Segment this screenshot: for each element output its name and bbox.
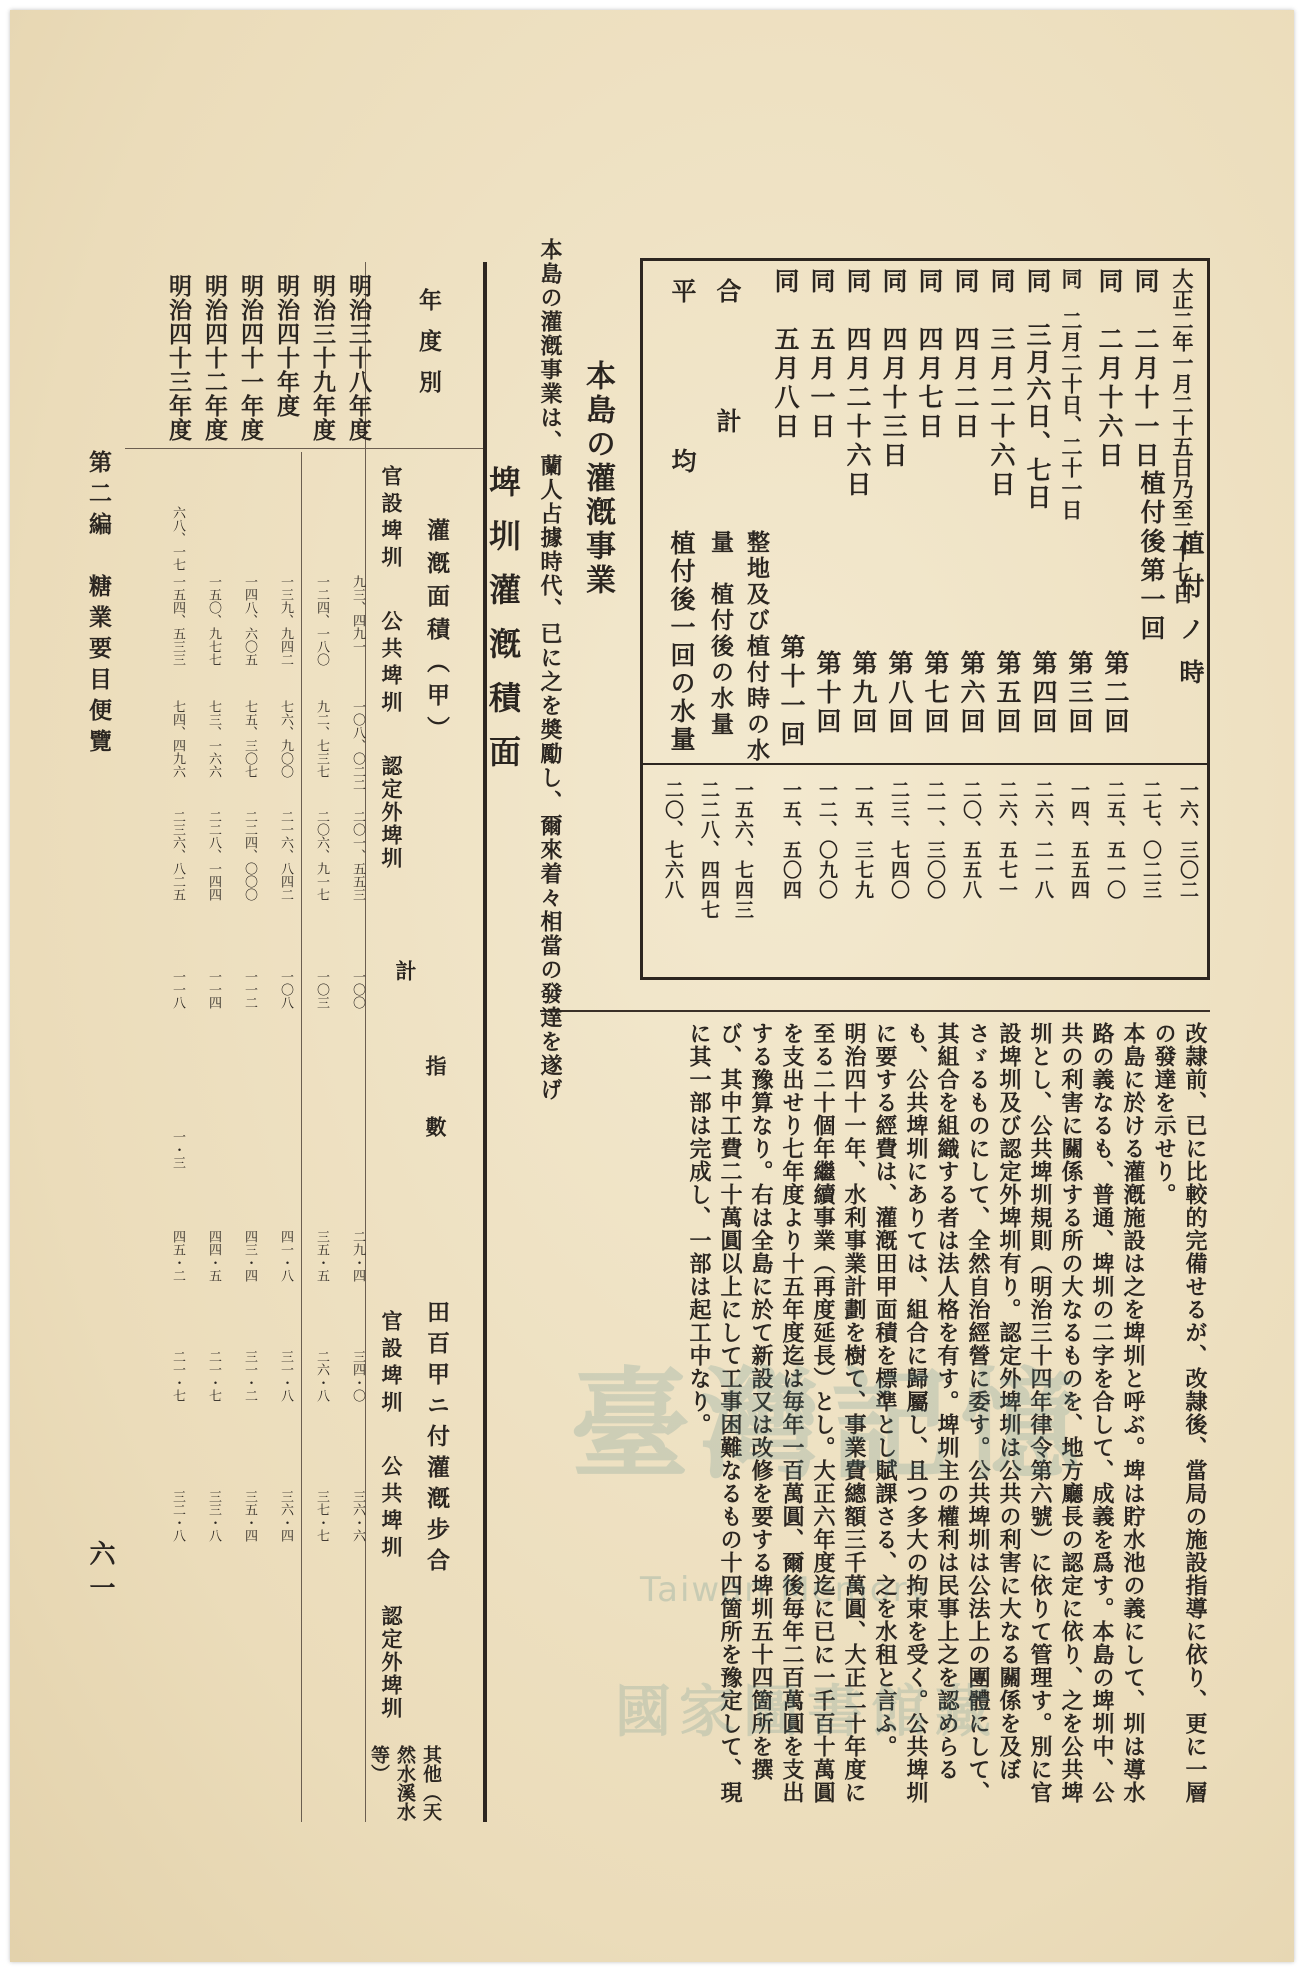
table-value-cell: 一五六、七四三 [732, 780, 754, 920]
table-value-cell: 七六、九〇〇 [278, 700, 293, 778]
table-value-cell: 四三・四 [242, 1230, 257, 1282]
table-value-cell: 九二、七三七 [314, 700, 329, 778]
table-year-cell: 明治四十年度 [273, 274, 300, 418]
table-value-cell: 三六・六 [350, 1490, 365, 1542]
table-round-cell: 第二回 [1101, 650, 1130, 737]
table-round-cell: 第十一回 [777, 634, 806, 750]
col-header: 官設埤圳 [379, 1310, 404, 1418]
paragraph: 明治四十一年、水利事業計劃を樹て、事業費總額三千萬圓、大正二十年度に至る二十個年繼續事業（再度延長）とし。大正六年度迄に已に一千百十萬圓を支出せり七年度より十五年度迄は毎年一百萬圓、爾後毎年二百萬圓を支出する豫算なり。右は全島に於て新設又は改修を要する埤圳五十四箇所を撰び、其中工費二十萬圓以上にして工事困難なるもの十四箇所を豫定して、現に其一部は完成し、一部は起工中なり。 [686, 1022, 867, 1804]
table-year-cell: 明治四十一年度 [237, 274, 264, 442]
table-year-cell: 明治四十二年度 [201, 274, 228, 442]
section-label: 第二編 糖業要目便覽 [85, 450, 112, 760]
table-round-cell: 第三回 [1065, 650, 1094, 737]
paragraph: 改隷前、已に比較的完備せるが、改隷後、當局の施設指導に依り、更に一層の發達を示せり。 [1151, 1022, 1208, 1804]
table-value-cell: 二二四、〇〇〇 [242, 810, 257, 901]
table-value-cell: 二〇一、五五三 [350, 810, 365, 901]
table-value-cell: 三二・八 [170, 1490, 185, 1542]
col-header: 官設埤圳 [379, 465, 404, 573]
table-value-cell: 二一六、八四二 [278, 810, 293, 901]
table-date-cell: 同 四月二十六日 [843, 268, 872, 500]
table-value-cell: 一〇八 [278, 970, 293, 1009]
table-value-cell: 一二、〇九〇 [816, 780, 838, 900]
col-header: 認定外埤圳 [379, 1605, 404, 1720]
table-value-cell: 六八、一七 [170, 506, 185, 571]
table-value-cell: 三五・五 [314, 1230, 329, 1282]
table-year-cell: 明治三十八年度 [345, 274, 372, 442]
table-date-cell: 同 三月六日、七日 [1023, 268, 1052, 511]
table-value-cell: 二一、三〇〇 [924, 780, 946, 900]
table-round-cell: 第四回 [1029, 650, 1058, 737]
col-header: 計 [393, 960, 418, 987]
table-value-cell: 二一・七 [170, 1350, 185, 1402]
table-date-cell: 同 五月八日 [771, 268, 800, 442]
table-value-cell: 一五四、五三三 [170, 575, 185, 666]
section-intro: 本島の灌漑事業は、蘭人占據時代、已に之を奬勵し、爾來着々相當の發達を遂げ [537, 238, 563, 1102]
table-date-cell: 同 四月二日 [951, 268, 980, 442]
watermark-subtitle: Taiwan Memory [640, 1570, 931, 1610]
table-divider [301, 452, 302, 1822]
document-page [10, 10, 1294, 1962]
table-value-cell: 七四、四九六 [170, 700, 185, 778]
table-value-cell: 二二八、一四四 [206, 810, 221, 901]
table-date-cell: 同 三月二十六日 [987, 268, 1016, 500]
table-value-cell: 三五・四 [242, 1490, 257, 1542]
table-round-cell: 植付後第一回 [1137, 470, 1166, 644]
table-value-cell: 七三、一六六 [206, 700, 221, 778]
table-round-cell: 植付ノ時 [1176, 530, 1205, 702]
table-value-cell: 一〇八、〇二二 [350, 700, 365, 791]
table-value-cell: 三四・〇 [350, 1350, 365, 1402]
table-year-cell: 明治四十三年度 [165, 274, 192, 442]
table-value-cell: 二三、七四〇 [888, 780, 910, 900]
table-year-cell: 明治三十九年度 [309, 274, 336, 442]
table-value-cell: 一五〇、九七七 [206, 575, 221, 666]
table-value-cell: 二二八、四四七 [698, 780, 720, 920]
table-value-cell: 二五、五一〇 [1104, 780, 1126, 900]
paragraph: 本島に於ける灌漑施設は之を埤圳と呼ぶ。埤は貯水池の義にして、圳は導水路の義なるも、普通、埤圳の二字を合して、成義を爲す。本島の埤圳中、公共の利害に關係する所の大なるものを、地方廳長の認定に依り、之を公共埤圳とし、公共埤圳規則（明治三十四年律令第六號）に依りて管理す。別に官設埤圳及び認定外埤圳有り。認定外埤圳は公共の利害に大なる關係を及ぼさゞるものにして、全然自治經營に委す。公共埤圳は公法上の團體にして、其組合を組織する者は法人格を有す。埤圳主の權利は民事上之を認めらるも、公共埤圳にありては、組合に歸屬し、且つ多大の拘束を受く。公共埤圳に要する經費は、灌漑田甲面積を標準とし賦課さる、之を水租と言ふ。 [872, 1022, 1146, 1804]
table-date-cell: 同 四月十三日 [879, 268, 908, 471]
table-date-cell: 同 四月七日 [915, 268, 944, 442]
table-round-cell: 第七回 [921, 650, 950, 737]
table-value-cell: 一五、三七九 [852, 780, 874, 900]
table-value-cell: 一一八 [170, 970, 185, 1009]
table-date-cell: 同 二月十一日 [1131, 268, 1160, 471]
col-header: 認定外埤圳 [379, 755, 404, 870]
table-value-cell: 二〇六、九一七 [314, 810, 329, 901]
table-date-cell: 同 二月二十日、二十一日 [1059, 268, 1084, 520]
table-value-cell: 一一四 [206, 970, 221, 1009]
table-value-cell: 二九・四 [350, 1230, 365, 1282]
col-header: 公共埤圳 [379, 610, 404, 718]
table-value-cell: 一〇三 [314, 970, 329, 1009]
table-value-cell: 一・三 [170, 1130, 185, 1169]
table-value-cell: 三一・二 [242, 1350, 257, 1402]
table-value-cell: 二一・七 [206, 1350, 221, 1402]
col-header: 公共埤圳 [379, 1455, 404, 1563]
table-divider [365, 262, 366, 1822]
table-value-cell: 一四、五五四 [1068, 780, 1090, 900]
table-date-cell: 同 五月一日 [807, 268, 836, 442]
table-value-cell: 一三九、九四二 [278, 575, 293, 666]
table-border [483, 262, 487, 1822]
irrigation-area-table [125, 262, 523, 1822]
table-round-cell: 第八回 [885, 650, 914, 737]
table-average-label: 平 均 [668, 278, 697, 533]
table-value-cell: 四四・五 [206, 1230, 221, 1282]
table-value-cell: 一四八、六〇五 [242, 575, 257, 666]
table-date-cell: 大正二年一月二十五日乃至二十七日 [1170, 268, 1195, 604]
table-round-cell: 第十回 [813, 650, 842, 737]
header-ratio: 田百甲ニ付灌漑步合 [423, 1300, 450, 1579]
table-value-cell: 二〇、七六八 [662, 780, 684, 900]
table-value-cell: 四一・八 [278, 1230, 293, 1282]
header-area: 灌漑面積（甲） [423, 518, 450, 749]
table-note-cell: 整地及び植付時の水量 植付後の水量 [707, 530, 770, 764]
table-value-cell: 一〇〇 [350, 970, 365, 1009]
table-value-cell: 一一二 [242, 970, 257, 1009]
table-value-cell: 七五、三〇七 [242, 700, 257, 778]
table-value-cell: 一五、五〇四 [780, 780, 802, 900]
table-value-cell: 一二四、一八〇 [314, 575, 329, 666]
table-value-cell: 二六・八 [314, 1350, 329, 1402]
section-title: 本島の灌漑事業 [580, 360, 615, 598]
col-header: 指數 [423, 1055, 448, 1177]
table-value-cell: 二七、〇二三 [1140, 780, 1162, 900]
table-value-cell: 三七・七 [314, 1490, 329, 1542]
table-round-cell: 第六回 [957, 650, 986, 737]
watermark-title: 臺灣記憶 [570, 1355, 1090, 1496]
table-round-cell: 第五回 [993, 650, 1022, 737]
left-table-title: 埤圳灌漑積面 [484, 465, 522, 789]
page-number: 六一 [85, 1540, 115, 1608]
col-header: 其他（天然水溪水等） [368, 1745, 442, 1821]
table-value-cell: 二三六、八二五 [170, 810, 185, 901]
table-value-cell: 三三・八 [206, 1490, 221, 1542]
table-date-cell: 同 二月十六日 [1095, 268, 1124, 471]
table-value-cell: 一六、三〇二 [1177, 780, 1199, 900]
header-year: 年度別 [415, 288, 442, 411]
table-round-cell: 第九回 [849, 650, 878, 737]
table-value-cell: 四五・二 [170, 1230, 185, 1282]
watermark-owner: 國家圖書館藏 [615, 1679, 999, 1745]
section-rule [540, 1010, 1210, 1012]
table-value-cell: 三六・四 [278, 1490, 293, 1542]
table-value-cell: 三一・八 [278, 1350, 293, 1402]
table-note-cell: 植付後一回の水量 [667, 530, 696, 754]
table-value-cell: 二〇、五五八 [960, 780, 982, 900]
table-total-label: 合 計 [713, 278, 742, 473]
table-divider [125, 448, 483, 449]
table-value-cell: 二六、二一八 [1032, 780, 1054, 900]
table-value-cell: 九三、四九一 [350, 575, 365, 653]
table-value-cell: 二六、五七一 [996, 780, 1018, 900]
